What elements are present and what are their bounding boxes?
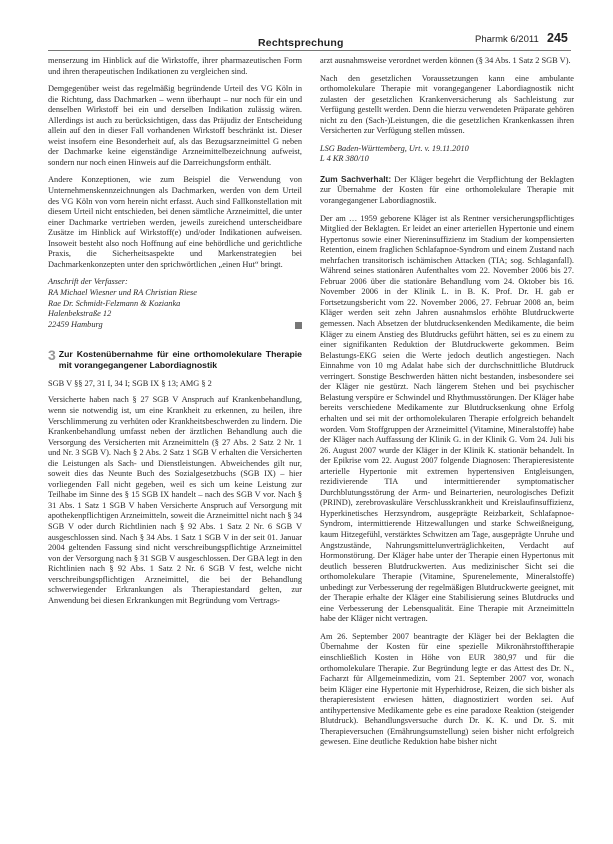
article-number: 3 [48,347,56,364]
left-paragraph-3: Andere Konzeptionen, wie zum Beispiel die Verwendung von Unternehmenskennzeichnungen als Dachmarken, werden von dem Urteil des VG Köln von vorn herein nicht erfasst. Auch sind Fallkonstellation mit diesem Urteil nicht entschieden, bei denen sämtliche Arzneimittel, die unter einer Dachmarke vertrieben werden, jeweils zureichend unterscheidbare Zusätze im Hinblick auf Wirkstoff(e) und/oder Indikationen aufweisen. Insoweit besteht also noch Hoffnung auf eine behördliche und gerichtliche Praxis, die Sicherheitsaspekte und Markenstrategien bei Dachmarkenkonzepten unter den sprichwörtlichen „einen Hut“ bringt. [48,175,302,269]
court-citation: LSG Baden-Württemberg, Urt. v. 19.11.2010 [320,143,469,153]
court-file-number: L 4 KR 380/10 [320,154,369,164]
page-header [0,0,613,50]
legal-references: SGB V §§ 27, 31 I, 34 I; SGB IX § 13; AMG § 2 [48,378,212,388]
right-paragraph-4: Der am … 1959 geborene Kläger ist als Rentner versicherungspflichtiges Mitglied der Beklagten. Er leidet an einer arteriellen Hypertonie und einem Hypertonus sowie einer Niereninsuffizienz im Stadium der kompensierten Retention, einem fraglichen Schlafapnoe-Syndrom und einem Zustand nach mehrfachen transitorisch ischämischen Attacken (TIA; sog. Schlaganfall). Während seines stationären Aufenthaltes vom 22. November 2006 bis 27. Februar 2006 über die stationäre Behandlung vom 24. Oktober bis 16. November 2006 in der Klinik L. in B. K. Prof. Dr. H. gab er Fortsetzungsbericht vom 22. November 2006, 27. Februar 2008 an, beim Kläger werden seit zehn Jahren ausnahmslos erhöhte Blutdruckwerte gemessen. Nach Absetzen der blutdrucksenkenden Medikamente, die beim Kläger zu einem Anstieg des Blutdrucks geführt hätten, sei es zu einem zu einer signifikanten Reduktion der Blutdruckwerte gekommen. Beim Belastungs-EKG seien die Werte jedoch deutlich angestiegen. Nach Einnahme von 10 mg Adalat habe sich der durchschnittliche Blutdruck verringert. Sonstige Beschwerden hätten nicht bestanden, insbesondere sei der Kläger nie gestürzt. Nach längerem Stehen und bei psychischer Belastung verspüre er Schwindel und Rhythmusstörungen. Der Kläger habe bereits verschiedene Medikamente zur Blutdrucksenkung ohne Erfolg erhalten und sei mit der orthomolekularen Therapie erfolgreich behandelt worden. Vom Stoffgruppen der Arzneimittel (Vitamine, Mineralstoffe) habe der Kläger nach Auffassung der Klinik G. in der Klinik G. Vom 24. Juli bis 26. August 2007 wurde der Kläger in der Klinik K. stationär behandelt. In der Epikrise vom 22. August 2007 folgende Diagnosen: Therapieresistente arterielle Hypertonie mit extremen hypertensiven Entgleisungen, rezidivierende TIA und intermittierender symptomatischer Durchblutungsstörung der Arm- und Beinarterien, neurologisches Defizit (PRIND), zerebrovaskuläre Verschlusskrankheit und Kreislaufinsuffizienz, Hyperkinetisches Herzsyndrom, ausgeprägte Reizbarkeit, Schlafapnoe-Syndrom, intermittierende Hitzewallungen und starke Schweißneigung, kaum Hitzegefühl, verstärktes Schwitzen am Tage, ausgeprägte Unruhe und Angstzustände, Nahrungsmittelunverträglichkeiten, Verdacht auf Hormonstörung. Der Kläger habe unter der Therapie einen Hypertonus mit deutlich besseren Blutdruckwerten. Aus medizinischer Sicht sei die orthomolekulare Therapie (Vitamine, Spurenelemente, Mineralstoffe) unbedingt zur Verbesserung der regelmäßigen Blutdruckwerte geeignet, mit der Therapie erhalte der Kläger eine Stabilisierung seines Blutdrucks und eine Verbesserung der Lebensqualität. Eine Therapie mit Arzneimitteln habe der Kläger nicht vertragen. [320,213,574,624]
facts-lead: Zum Sachverhalt: [320,173,392,184]
facts-intro: Der Kläger begehrt die Verpflichtung der Beklagten zur Übernahme der Kosten für eine orthomolekulare Therapie mit vorangegangener Labordiagnostik. [320,174,574,206]
author-address-heading: Anschrift der Verfasser: [48,277,128,287]
author-names: RA Michael Wiesner und RA Christian Riese [48,287,197,297]
right-paragraph-2: Nach den gesetzlichen Voraussetzungen kann eine ambulante orthomolekulare Therapie mit vorangegangener Labordiagnostik nicht zulasten der gesetzlichen Krankenversicherung als Sachleistung zur Verfügung gestellt werden. Denn die hierzu verwendeten Präparate gehören nicht zu den (Sach-)Leistungen, die die gesetzlichen Krankenkassen ihren Versicherten zur Verfügung stellen müssen. [320,73,574,136]
left-paragraph-2: Demgegenüber weist das regelmäßig begründende Urteil des VG Köln in die Richtung, dass Dachmarken – wenn überhaupt – nur noch für ein und denselben Wirkstoff bei ein und derselben Indikation zulässig wären. Allerdings ist auch zu berücksichtigen, dass das Präjudiz der Entscheidung allein auf den in dieser Fall vorhandenen Wirkstoff beschränkt ist. Dieser weist insofern eine Besonderheit auf, als das Bezugsarzneimittel G neben der Dachmarke keine eigenständige Arzneimittelbezeichnung aufweist, sondern nur noch einen Hinweis auf die Darreichungsform enthält. [48,84,302,167]
end-of-article-square-icon [295,322,302,329]
right-paragraph-1: arzt ausnahmsweise verordnet werden können (§ 34 Abs. 1 Satz 2 SGB V). [320,56,571,65]
right-column [320,56,574,755]
article-title: Zur Kostenübernahme für eine orthomolekulare Therapie mit vorangegangener Labordiagnostik [58,349,302,371]
header-rule [48,50,571,51]
author-firm: Rae Dr. Schmidt-Felzmann & Kozianka [48,298,181,308]
page-number: 245 [547,31,568,45]
right-paragraph-3 [320,174,574,207]
author-street: Halenbekstraße 12 [48,309,112,319]
right-paragraph-5: Am 26. September 2007 beantragte der Kläger bei der Beklagten die Übernahme der Kosten für eine spezielle Mikronährstofftherapie einschließlich Kosten in Höhe von EUR 380,97 und für die orthomolekulare Therapie. Zur Begründung legte er das Attest des Dr. N., Facharzt für Allgemeinmedizin, vom 21. September 2007 vor, wonach beim Kläger eine Hypertonie mit Hyperhidrose, Reizen, die sich bisher als therapieresistent erwiesen hätten, diagnostiziert worden sei. Auf antihypertensive Medikamente gebe es eine paradoxe Reaktion (steigender Blutdruck). Behandlungsversuche durch Dr. K. K. und Dr. S. mit Therapieversuchen (Ernährungsumstellung) seien bisher nicht erfolgreich gewesen. Eine deutliche Reduktion habe bisher nicht [320,631,574,747]
article-heading [48,349,302,371]
left-paragraph-4: Versicherte haben nach § 27 SGB V Anspruch auf Krankenbehandlung, wenn sie notwendig ist, um eine Krankheit zu erkennen, zu heilen, ihre Verschlimmerung zu verhüten oder Krankheitsbeschwerden zu lindern. Die Krankenbehandlung umfasst neben der ärztlichen Behandlung auch die Versorgung des Versicherten mit Arzneimitteln (§ 27 Abs. 2 Satz 2 Nr. 1 und Nr. 3 SGB V). Nach § 2 Abs. 2 Satz 1 SGB V erhalten die Versicherten die Leistungen als Sach- und Dienstleistungen. Abweichendes gilt nur, soweit dies das Neunte Buch des Sozialgesetzbuchs (SGB IX) – hier vorliegenden Fall nicht gegeben, weil es sich um keine Leistung zur Teilhabe im Sinne des § 15 SGB IX handelt – nach des SGB V vor. Nach § 31 Abs. 1 Satz 1 SGB V haben Versicherte Anspruch auf Versorgung mit apothekenpflichtigen Arzneimitteln, soweit die Arzneimittel nicht nach § 34 SGB V oder durch Richtlinien nach § 92 Abs. 1 Satz 2 Nr. 6 SGB V ausgeschlossen sind. Nach § 34 Abs. 1 Satz 1 SGB V in der seit 01. Januar 2004 geltenden Fassung sind nicht verschreibungspflichtige Arzneimittel von der Versorgung nach § 31 SGB V ausgeschlossen. Der GBA legt in den Richtlinien nach § 92 Abs. 1 Satz 2 Nr. 6 SGB V fest, welche nicht verschreibungspflichtigen Arzneimittel, die bei der Behandlung schwerwiegender Erkrankungen als Therapiestandard gelten, zur Anwendung bei diesen Erkrankungen mit Begründung vom Vertrags- [48,395,302,605]
left-column [48,56,302,613]
left-paragraph-1: menserzung im Hinblick auf die Wirkstoffe, ihrer pharmazeutischen Form und ihren therapeutischen Indikationen zu vergleichen sind. [48,56,302,76]
author-city: 22459 Hamburg [48,319,103,329]
section-label: Rechtsprechung [258,37,344,49]
journal-name: Pharmk 6/2011 [475,34,539,45]
